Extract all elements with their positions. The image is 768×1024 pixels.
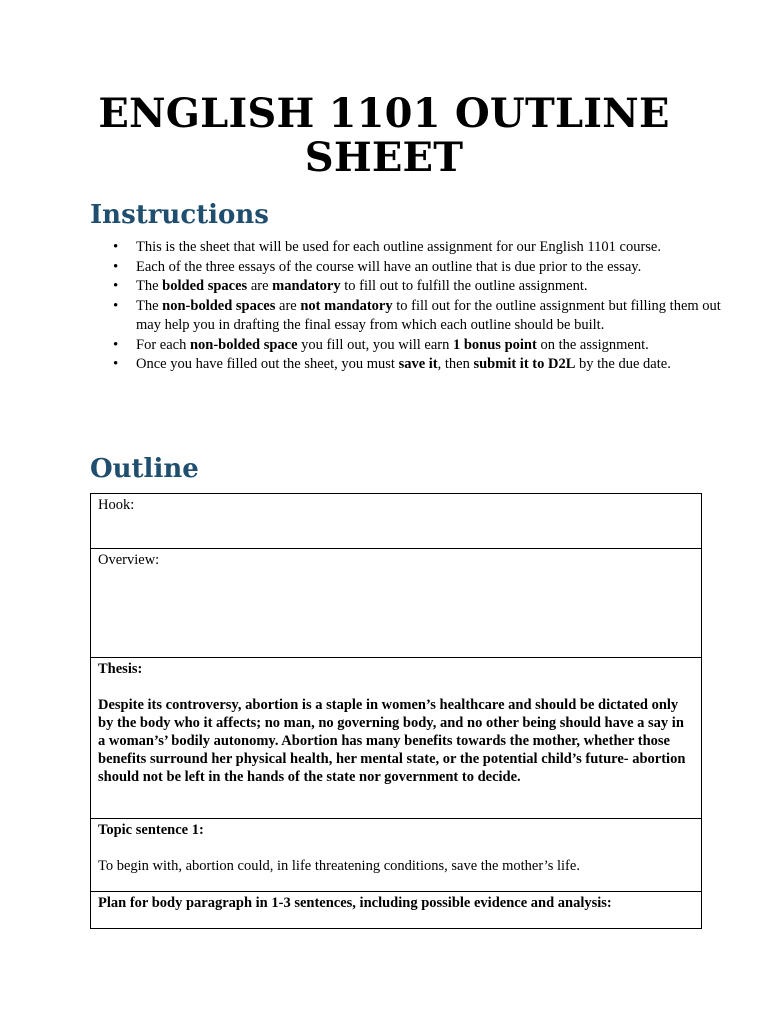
text: The xyxy=(136,278,163,294)
bold-text: non-bolded space xyxy=(189,336,298,353)
bold-text: submit it to D2L xyxy=(473,356,576,372)
bold-text: save it xyxy=(398,356,438,372)
list-item xyxy=(136,258,724,278)
thesis-cell[interactable] xyxy=(91,658,702,819)
thesis-text: Despite its controversy, abortion is a staple in women’s healthcare and should be dictated only by the body who it affects; no man, no governing body, and no other being should have a say in a woman’s’ bodily autonomy. Abortion has many benefits towards the mother, whether those benefits surround her physical health, her mental state, or the potential child’s future- abortion should not be left in the hands of the state nor government to decide. xyxy=(98,697,686,785)
bold-text: bolded spaces xyxy=(162,278,248,294)
overview-label: Overview: xyxy=(98,552,160,568)
hook-label: Hook: xyxy=(98,497,135,513)
text: on the assignment. xyxy=(536,336,649,353)
text: are xyxy=(275,297,301,314)
bold-text: mandatory xyxy=(272,278,341,294)
topic-sentence-1-text: To begin with, abortion could, in life threatening conditions, save the mother’s life. xyxy=(98,858,580,874)
text: by the due date. xyxy=(575,356,671,372)
list-item xyxy=(136,238,724,258)
text: Each of the three essays of the course will have an outline that is due prior to the essay. xyxy=(136,258,642,275)
text: to fill out to fulfill the outline assignment. xyxy=(340,278,588,294)
instructions-list xyxy=(90,238,724,375)
text: For each xyxy=(136,336,190,353)
text: The xyxy=(136,297,163,314)
text: you fill out, you will earn xyxy=(297,336,453,353)
bold-text: non-bolded spaces xyxy=(162,297,276,314)
list-item xyxy=(136,355,724,375)
bold-text: not mandatory xyxy=(300,297,393,314)
instructions-heading: Instructions xyxy=(90,200,269,230)
plan-cell[interactable] xyxy=(91,892,702,929)
topic-sentence-1-cell[interactable] xyxy=(91,819,702,892)
text: This is the sheet that will be used for each outline assignment for our English 1101 course. xyxy=(136,239,661,255)
text: Once you have filled out the sheet, you must xyxy=(136,356,399,372)
list-item xyxy=(136,297,724,336)
table-row xyxy=(91,892,702,929)
list-item xyxy=(136,277,724,297)
table-row xyxy=(91,658,702,819)
text: are xyxy=(247,278,273,294)
table-row xyxy=(91,494,702,549)
table-row xyxy=(91,549,702,658)
text: to fill out for the outline assignment but filling them out may help you in drafting the final essay from which each outline should be built. xyxy=(136,297,721,333)
thesis-label: Thesis: xyxy=(98,661,143,677)
topic-sentence-1-label: Topic sentence 1: xyxy=(98,822,204,838)
overview-cell[interactable] xyxy=(91,549,702,658)
list-item xyxy=(136,336,724,356)
outline-heading: Outline xyxy=(90,454,199,484)
bold-text: 1 bonus point xyxy=(452,336,537,353)
outline-table xyxy=(90,493,702,929)
table-row xyxy=(91,819,702,892)
plan-label: Plan for body paragraph in 1-3 sentences, including possible evidence and analysis: xyxy=(98,895,612,911)
page-title: ENGLISH 1101 OUTLINE SHEET xyxy=(98,90,670,181)
hook-cell[interactable] xyxy=(91,494,702,549)
text: , then xyxy=(437,356,474,372)
